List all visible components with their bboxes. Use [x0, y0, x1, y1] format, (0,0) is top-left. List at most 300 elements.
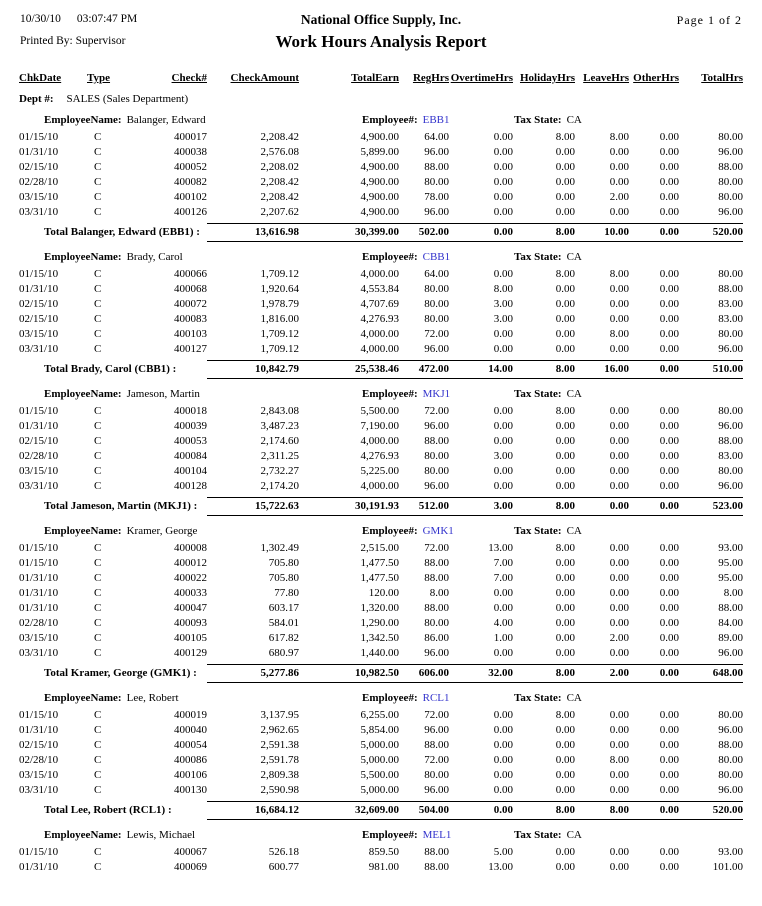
cell-type: C — [94, 769, 102, 781]
table-row — [19, 845, 743, 860]
total-holiday-hrs: 8.00 — [555, 667, 575, 679]
cell-leave-hrs: 0.00 — [609, 587, 629, 599]
cell-overtime-hrs: 3.00 — [493, 313, 513, 325]
cell-chkdate: 02/28/10 — [19, 754, 59, 766]
cell-type: C — [94, 343, 102, 355]
cell-check-number: 400022 — [174, 572, 207, 584]
employee-name: Lee, Robert — [126, 692, 179, 704]
employee-number-link[interactable]: MKJ1 — [422, 388, 451, 400]
cell-total-hrs: 83.00 — [718, 313, 743, 325]
cell-holiday-hrs: 0.00 — [555, 587, 575, 599]
cell-other-hrs: 0.00 — [659, 784, 679, 796]
cell-check-amount: 584.01 — [268, 617, 299, 629]
cell-check-number: 400129 — [174, 647, 207, 659]
total-total-hrs: 648.00 — [712, 667, 743, 679]
cell-chkdate: 02/28/10 — [19, 450, 59, 462]
employee-header-row — [19, 525, 743, 541]
report-header — [19, 10, 743, 30]
employee-section — [19, 251, 743, 379]
cell-type: C — [94, 861, 102, 873]
total-total-earn: 30,399.00 — [355, 226, 399, 238]
column-header-label: TotalEarn — [351, 72, 399, 84]
cell-chkdate: 03/15/10 — [19, 191, 59, 203]
cell-overtime-hrs: 0.00 — [493, 176, 513, 188]
total-leave-hrs: 16.00 — [604, 363, 629, 375]
column-header-label: HolidayHrs — [519, 72, 575, 84]
cell-reg-hrs: 80.00 — [424, 769, 449, 781]
cell-total-earn: 4,900.00 — [360, 131, 399, 143]
cell-check-number: 400039 — [174, 420, 207, 432]
cell-leave-hrs: 0.00 — [609, 861, 629, 873]
total-total-earn: 10,982.50 — [355, 667, 399, 679]
cell-total-hrs: 80.00 — [718, 328, 743, 340]
cell-chkdate: 02/15/10 — [19, 435, 59, 447]
cell-type: C — [94, 465, 102, 477]
employee-name-group — [44, 829, 195, 841]
cell-overtime-hrs: 0.00 — [493, 465, 513, 477]
table-row — [19, 404, 743, 419]
cell-total-hrs: 95.00 — [718, 572, 743, 584]
cell-total-hrs: 88.00 — [718, 435, 743, 447]
cell-type: C — [94, 602, 102, 614]
column-header-chkdate — [19, 72, 79, 84]
column-header-check-amount — [207, 72, 299, 84]
employee-total-label: Total Balanger, Edward (EBB1) : — [44, 226, 200, 238]
cell-leave-hrs: 0.00 — [609, 465, 629, 477]
cell-leave-hrs: 0.00 — [609, 343, 629, 355]
total-holiday-hrs: 8.00 — [555, 363, 575, 375]
column-header-type — [79, 72, 119, 84]
cell-other-hrs: 0.00 — [659, 161, 679, 173]
cell-check-amount: 2,843.08 — [260, 405, 299, 417]
cell-leave-hrs: 0.00 — [609, 435, 629, 447]
cell-other-hrs: 0.00 — [659, 328, 679, 340]
cell-type: C — [94, 709, 102, 721]
cell-overtime-hrs: 0.00 — [493, 206, 513, 218]
tax-state-value: CA — [566, 525, 582, 537]
cell-check-number: 400084 — [174, 450, 207, 462]
employee-name-group — [44, 692, 179, 704]
table-row — [19, 205, 743, 220]
cell-check-number: 400072 — [174, 298, 207, 310]
cell-total-hrs: 80.00 — [718, 754, 743, 766]
cell-check-number: 400068 — [174, 283, 207, 295]
cell-chkdate: 03/31/10 — [19, 343, 59, 355]
cell-total-hrs: 95.00 — [718, 557, 743, 569]
cell-check-number: 400106 — [174, 769, 207, 781]
employee-number-label: Employee#: — [362, 388, 418, 400]
cell-total-earn: 5,225.00 — [360, 465, 399, 477]
cell-overtime-hrs: 0.00 — [493, 131, 513, 143]
cell-holiday-hrs: 0.00 — [555, 784, 575, 796]
cell-check-number: 400066 — [174, 268, 207, 280]
cell-check-amount: 3,137.95 — [260, 709, 299, 721]
cell-leave-hrs: 0.00 — [609, 557, 629, 569]
column-header-label: CheckAmount — [230, 72, 299, 84]
employee-name: Lewis, Michael — [126, 829, 196, 841]
cell-other-hrs: 0.00 — [659, 617, 679, 629]
cell-reg-hrs: 96.00 — [424, 784, 449, 796]
table-row — [19, 267, 743, 282]
employee-total-label: Total Lee, Robert (RCL1) : — [44, 804, 172, 816]
tax-state-group — [514, 114, 582, 126]
cell-leave-hrs: 0.00 — [609, 313, 629, 325]
cell-other-hrs: 0.00 — [659, 709, 679, 721]
column-header-total-hrs — [679, 72, 743, 84]
cell-check-number: 400038 — [174, 146, 207, 158]
cell-type: C — [94, 647, 102, 659]
cell-total-hrs: 80.00 — [718, 769, 743, 781]
cell-check-number: 400103 — [174, 328, 207, 340]
total-other-hrs: 0.00 — [659, 363, 679, 375]
cell-chkdate: 03/31/10 — [19, 480, 59, 492]
employee-name: Balanger, Edward — [126, 114, 206, 126]
cell-reg-hrs: 72.00 — [424, 542, 449, 554]
table-row — [19, 312, 743, 327]
cell-other-hrs: 0.00 — [659, 724, 679, 736]
employee-number-label: Employee#: — [362, 251, 418, 263]
cell-chkdate: 02/28/10 — [19, 617, 59, 629]
cell-chkdate: 03/31/10 — [19, 647, 59, 659]
employee-number-label: Employee#: — [362, 829, 418, 841]
cell-holiday-hrs: 0.00 — [555, 146, 575, 158]
cell-type: C — [94, 268, 102, 280]
cell-total-earn: 4,000.00 — [360, 268, 399, 280]
cell-overtime-hrs: 0.00 — [493, 420, 513, 432]
employee-total-values — [207, 360, 743, 379]
cell-type: C — [94, 146, 102, 158]
cell-reg-hrs: 88.00 — [424, 572, 449, 584]
cell-overtime-hrs: 0.00 — [493, 754, 513, 766]
column-header-total-earn — [299, 72, 399, 84]
cell-total-hrs: 80.00 — [718, 268, 743, 280]
cell-reg-hrs: 88.00 — [424, 435, 449, 447]
cell-overtime-hrs: 0.00 — [493, 405, 513, 417]
table-row — [19, 449, 743, 464]
cell-total-earn: 6,255.00 — [360, 709, 399, 721]
cell-check-number: 400105 — [174, 632, 207, 644]
cell-holiday-hrs: 0.00 — [555, 161, 575, 173]
cell-overtime-hrs: 0.00 — [493, 587, 513, 599]
table-row — [19, 434, 743, 449]
cell-type: C — [94, 298, 102, 310]
cell-check-amount: 3,487.23 — [260, 420, 299, 432]
cell-chkdate: 02/15/10 — [19, 739, 59, 751]
employee-number-group — [362, 525, 454, 537]
cell-leave-hrs: 0.00 — [609, 617, 629, 629]
cell-leave-hrs: 0.00 — [609, 405, 629, 417]
cell-other-hrs: 0.00 — [659, 405, 679, 417]
column-header-other-hrs — [629, 72, 679, 84]
cell-other-hrs: 0.00 — [659, 313, 679, 325]
cell-reg-hrs: 72.00 — [424, 754, 449, 766]
cell-total-hrs: 96.00 — [718, 784, 743, 796]
cell-reg-hrs: 80.00 — [424, 283, 449, 295]
cell-other-hrs: 0.00 — [659, 632, 679, 644]
cell-overtime-hrs: 7.00 — [493, 572, 513, 584]
cell-leave-hrs: 8.00 — [609, 328, 629, 340]
cell-check-amount: 603.17 — [268, 602, 299, 614]
column-header-label: RegHrs — [412, 72, 449, 84]
cell-check-amount: 705.80 — [268, 557, 299, 569]
cell-overtime-hrs: 0.00 — [493, 435, 513, 447]
cell-total-earn: 5,000.00 — [360, 784, 399, 796]
cell-check-amount: 680.97 — [268, 647, 299, 659]
cell-leave-hrs: 0.00 — [609, 647, 629, 659]
table-row — [19, 282, 743, 297]
tax-state-label: Tax State: — [514, 525, 562, 537]
total-overtime-hrs: 14.00 — [488, 363, 513, 375]
cell-total-earn: 1,477.50 — [360, 557, 399, 569]
employee-number-link[interactable]: EBB1 — [422, 114, 450, 126]
cell-check-number: 400008 — [174, 542, 207, 554]
table-row — [19, 145, 743, 160]
cell-overtime-hrs: 0.00 — [493, 343, 513, 355]
cell-total-earn: 981.00 — [368, 861, 399, 873]
cell-leave-hrs: 0.00 — [609, 784, 629, 796]
cell-total-earn: 5,500.00 — [360, 405, 399, 417]
column-header-holiday-hrs — [513, 72, 575, 84]
cell-overtime-hrs: 0.00 — [493, 784, 513, 796]
cell-reg-hrs: 96.00 — [424, 480, 449, 492]
cell-holiday-hrs: 0.00 — [555, 450, 575, 462]
cell-check-amount: 1,709.12 — [260, 268, 299, 280]
cell-overtime-hrs: 0.00 — [493, 709, 513, 721]
cell-check-number: 400083 — [174, 313, 207, 325]
cell-check-number: 400017 — [174, 131, 207, 143]
total-check-amount: 15,722.63 — [255, 500, 299, 512]
cell-chkdate: 01/31/10 — [19, 587, 59, 599]
tax-state-label: Tax State: — [514, 692, 562, 704]
table-row — [19, 631, 743, 646]
cell-reg-hrs: 72.00 — [424, 328, 449, 340]
cell-total-hrs: 88.00 — [718, 161, 743, 173]
cell-chkdate: 02/15/10 — [19, 313, 59, 325]
cell-check-amount: 526.18 — [268, 846, 299, 858]
cell-chkdate: 01/31/10 — [19, 572, 59, 584]
table-row — [19, 160, 743, 175]
cell-type: C — [94, 206, 102, 218]
cell-check-amount: 2,311.25 — [260, 450, 299, 462]
table-row — [19, 738, 743, 753]
cell-total-hrs: 80.00 — [718, 191, 743, 203]
cell-other-hrs: 0.00 — [659, 587, 679, 599]
cell-total-hrs: 96.00 — [718, 724, 743, 736]
employee-number-group — [362, 388, 450, 400]
employee-name: Brady, Carol — [126, 251, 183, 263]
cell-other-hrs: 0.00 — [659, 602, 679, 614]
cell-other-hrs: 0.00 — [659, 343, 679, 355]
cell-total-hrs: 96.00 — [718, 343, 743, 355]
cell-type: C — [94, 405, 102, 417]
cell-reg-hrs: 88.00 — [424, 861, 449, 873]
cell-check-number: 400104 — [174, 465, 207, 477]
cell-chkdate: 01/31/10 — [19, 283, 59, 295]
employee-number-label: Employee#: — [362, 692, 418, 704]
employee-name-group — [44, 251, 183, 263]
total-overtime-hrs: 0.00 — [493, 804, 513, 816]
cell-holiday-hrs: 0.00 — [555, 861, 575, 873]
total-reg-hrs: 502.00 — [418, 226, 449, 238]
cell-total-earn: 4,000.00 — [360, 435, 399, 447]
total-total-hrs: 510.00 — [712, 363, 743, 375]
table-row — [19, 601, 743, 616]
cell-leave-hrs: 2.00 — [609, 191, 629, 203]
table-row — [19, 646, 743, 661]
cell-chkdate: 02/28/10 — [19, 176, 59, 188]
cell-check-number: 400093 — [174, 617, 207, 629]
cell-type: C — [94, 542, 102, 554]
cell-check-amount: 2,962.65 — [260, 724, 299, 736]
cell-other-hrs: 0.00 — [659, 465, 679, 477]
total-other-hrs: 0.00 — [659, 804, 679, 816]
cell-holiday-hrs: 0.00 — [555, 191, 575, 203]
total-total-hrs: 523.00 — [712, 500, 743, 512]
cell-total-earn: 5,000.00 — [360, 754, 399, 766]
cell-reg-hrs: 80.00 — [424, 313, 449, 325]
column-header-label: Type — [87, 72, 111, 84]
cell-holiday-hrs: 0.00 — [555, 313, 575, 325]
total-total-earn: 25,538.46 — [355, 363, 399, 375]
total-total-earn: 30,191.93 — [355, 500, 399, 512]
employee-number-link[interactable]: CBB1 — [422, 251, 451, 263]
cell-total-earn: 4,707.69 — [360, 298, 399, 310]
table-row — [19, 753, 743, 768]
employee-header-row — [19, 829, 743, 845]
employee-name-label: EmployeeName: — [44, 114, 122, 126]
cell-leave-hrs: 0.00 — [609, 769, 629, 781]
cell-total-earn: 2,515.00 — [360, 542, 399, 554]
cell-total-earn: 1,440.00 — [360, 647, 399, 659]
cell-check-amount: 1,920.64 — [260, 283, 299, 295]
cell-type: C — [94, 617, 102, 629]
cell-type: C — [94, 283, 102, 295]
cell-leave-hrs: 0.00 — [609, 298, 629, 310]
cell-type: C — [94, 176, 102, 188]
cell-reg-hrs: 96.00 — [424, 647, 449, 659]
tax-state-group — [514, 388, 582, 400]
cell-total-earn: 1,320.00 — [360, 602, 399, 614]
cell-reg-hrs: 96.00 — [424, 146, 449, 158]
cell-holiday-hrs: 0.00 — [555, 602, 575, 614]
table-row — [19, 190, 743, 205]
employee-name-label: EmployeeName: — [44, 251, 122, 263]
employee-section — [19, 114, 743, 242]
cell-check-number: 400019 — [174, 709, 207, 721]
cell-other-hrs: 0.00 — [659, 480, 679, 492]
cell-other-hrs: 0.00 — [659, 268, 679, 280]
total-other-hrs: 0.00 — [659, 226, 679, 238]
cell-check-amount: 2,809.38 — [260, 769, 299, 781]
cell-check-amount: 1,709.12 — [260, 343, 299, 355]
cell-reg-hrs: 80.00 — [424, 465, 449, 477]
employee-total-label: Total Kramer, George (GMK1) : — [44, 667, 197, 679]
cell-type: C — [94, 131, 102, 143]
cell-total-earn: 4,553.84 — [360, 283, 399, 295]
cell-other-hrs: 0.00 — [659, 206, 679, 218]
cell-reg-hrs: 80.00 — [424, 298, 449, 310]
employee-number-label: Employee#: — [362, 114, 418, 126]
cell-check-number: 400069 — [174, 861, 207, 873]
cell-check-amount: 617.82 — [268, 632, 299, 644]
employee-section — [19, 829, 743, 875]
cell-check-number: 400130 — [174, 784, 207, 796]
total-leave-hrs: 8.00 — [609, 804, 629, 816]
print-datetime — [20, 13, 137, 25]
cell-total-earn: 5,500.00 — [360, 769, 399, 781]
table-row — [19, 860, 743, 875]
table-row — [19, 586, 743, 601]
tax-state-value: CA — [566, 388, 582, 400]
tax-state-label: Tax State: — [514, 251, 562, 263]
report-body — [19, 114, 743, 875]
printed-by — [20, 35, 125, 47]
total-check-amount: 13,616.98 — [255, 226, 299, 238]
cell-reg-hrs: 88.00 — [424, 557, 449, 569]
total-reg-hrs: 606.00 — [418, 667, 449, 679]
cell-type: C — [94, 846, 102, 858]
total-total-hrs: 520.00 — [712, 804, 743, 816]
table-row — [19, 297, 743, 312]
cell-overtime-hrs: 1.00 — [493, 632, 513, 644]
total-overtime-hrs: 0.00 — [493, 226, 513, 238]
column-header-label: Check# — [171, 72, 207, 84]
employee-number-link[interactable]: GMK1 — [422, 525, 454, 537]
cell-overtime-hrs: 8.00 — [493, 283, 513, 295]
cell-check-number: 400033 — [174, 587, 207, 599]
table-row — [19, 708, 743, 723]
cell-check-amount: 600.77 — [268, 861, 299, 873]
employee-total-values — [207, 801, 743, 820]
tax-state-group — [514, 525, 582, 537]
cell-type: C — [94, 161, 102, 173]
cell-total-hrs: 101.00 — [712, 861, 743, 873]
cell-total-hrs: 89.00 — [718, 632, 743, 644]
employee-total-values — [207, 223, 743, 242]
cell-check-number: 400082 — [174, 176, 207, 188]
tax-state-label: Tax State: — [514, 829, 562, 841]
total-other-hrs: 0.00 — [659, 667, 679, 679]
employee-number-group — [362, 692, 450, 704]
cell-total-hrs: 96.00 — [718, 420, 743, 432]
employee-section — [19, 525, 743, 683]
total-leave-hrs: 2.00 — [609, 667, 629, 679]
cell-reg-hrs: 88.00 — [424, 739, 449, 751]
cell-other-hrs: 0.00 — [659, 557, 679, 569]
table-row — [19, 342, 743, 357]
cell-total-earn: 120.00 — [368, 587, 399, 599]
cell-reg-hrs: 80.00 — [424, 176, 449, 188]
cell-holiday-hrs: 0.00 — [555, 769, 575, 781]
cell-reg-hrs: 80.00 — [424, 617, 449, 629]
cell-type: C — [94, 739, 102, 751]
cell-total-earn: 859.50 — [368, 846, 399, 858]
dept-value: SALES (Sales Department) — [66, 93, 189, 105]
cell-holiday-hrs: 8.00 — [555, 709, 575, 721]
cell-check-amount: 77.80 — [274, 587, 299, 599]
cell-other-hrs: 0.00 — [659, 146, 679, 158]
cell-type: C — [94, 784, 102, 796]
cell-reg-hrs: 88.00 — [424, 602, 449, 614]
cell-type: C — [94, 572, 102, 584]
cell-total-earn: 5,854.00 — [360, 724, 399, 736]
cell-total-hrs: 80.00 — [718, 176, 743, 188]
cell-overtime-hrs: 0.00 — [493, 191, 513, 203]
tax-state-label: Tax State: — [514, 114, 562, 126]
cell-overtime-hrs: 0.00 — [493, 602, 513, 614]
employee-number-link[interactable]: MEL1 — [422, 829, 452, 841]
employee-number-link[interactable]: RCL1 — [422, 692, 450, 704]
